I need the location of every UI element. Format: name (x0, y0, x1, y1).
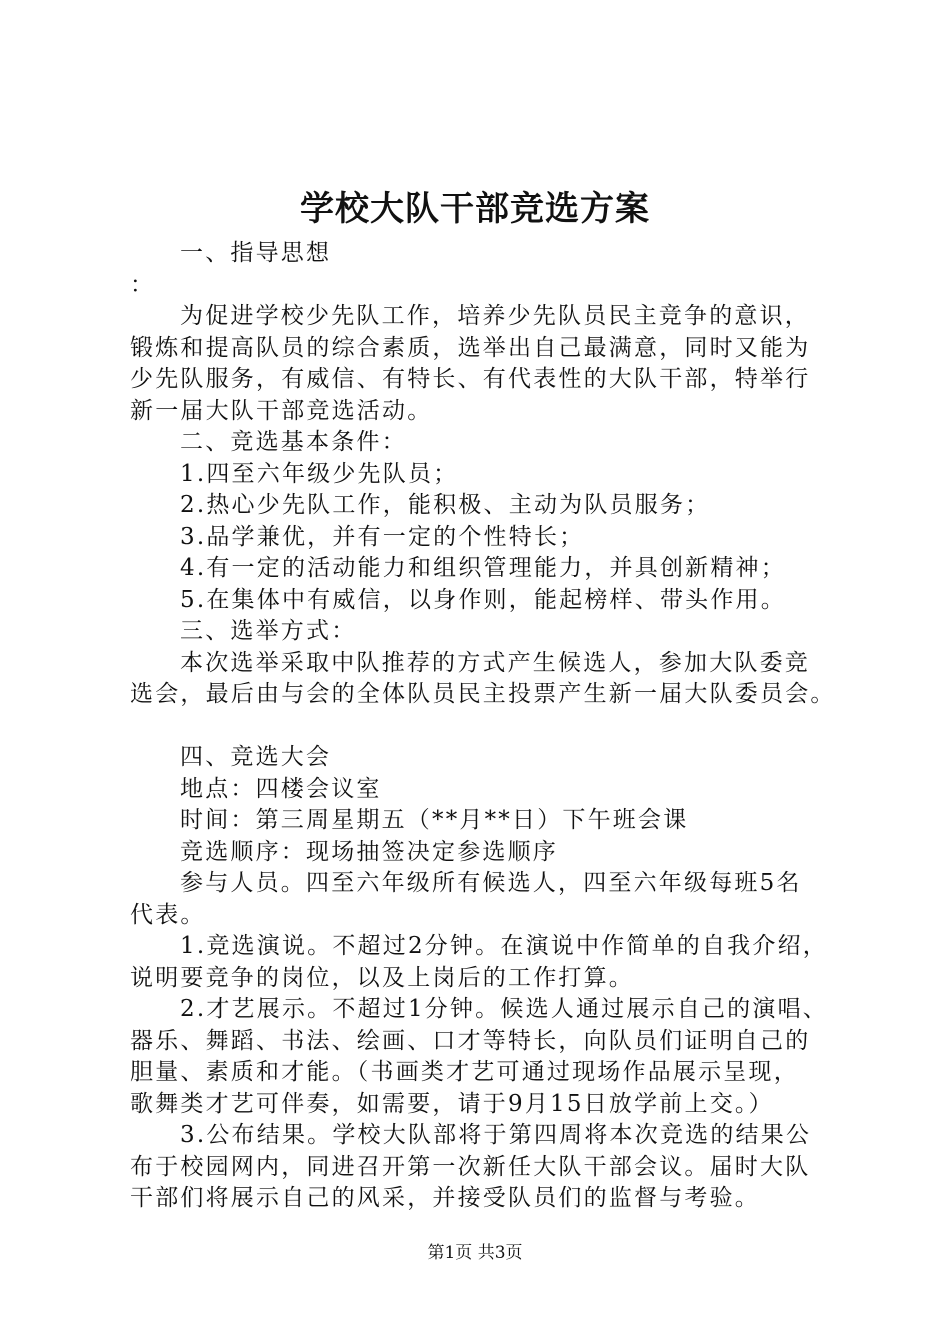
section-heading-election-method: 三、选举方式： (180, 618, 357, 644)
section-heading-basic-conditions: 二、竞选基本条件： (180, 429, 407, 455)
paragraph-line: 锻炼和提高队员的综合素质，选举出自己最满意，同时又能为 (130, 334, 811, 361)
paragraph-line: 2.才艺展示。不超过1分钟。候选人通过展示自己的演唱、 (180, 996, 828, 1022)
paragraph-line: 干部们将展示自己的风采，并接受队员们的监督与考验。 (130, 1185, 760, 1211)
paragraph-line: 参与人员。四至六年级所有候选人，四至六年级每班5名 (180, 870, 802, 896)
list-item: 2.热心少先队工作，能积极、主动为队员服务； (180, 492, 711, 518)
meeting-time: 时间：第三周星期五（**月**日）下午班会课 (180, 807, 689, 833)
page-number-footer: 第1页 共3页 (427, 1243, 523, 1263)
section-heading-election-meeting: 四、竞选大会 (180, 744, 332, 770)
paragraph-line: 为促进学校少先队工作，培养少先队员民主竞争的意识， (180, 303, 810, 329)
paragraph-line: 选会，最后由与会的全体队员民主投票产生新一届大队委员会。 (130, 681, 836, 707)
meeting-order: 竞选顺序：现场抽签决定参选顺序 (180, 838, 558, 865)
paragraph-line: 新一届大队干部竞选活动。 (130, 397, 433, 424)
paragraph-line: 1.竞选演说。不超过2分钟。在演说中作简单的自我介绍， (180, 933, 828, 959)
paragraph-line: 布于校园网内，同进召开第一次新任大队干部会议。届时大队 (130, 1153, 811, 1180)
paragraph-line: 胆量、素质和才能。（书画类才艺可通过现场作品展示呈现， (130, 1059, 799, 1085)
document-title: 学校大队干部竞选方案 (300, 189, 650, 229)
paragraph-line: 少先队服务，有威信、有特长、有代表性的大队干部，特举行 (130, 366, 811, 392)
section-heading-guiding-thought: 一、指导思想 (180, 240, 332, 266)
list-item: 3.品学兼优，并有一定的个性特长； (180, 523, 585, 550)
paragraph-line: 歌舞类才艺可伴奏，如需要，请于9月15日放学前上交。） (130, 1090, 774, 1117)
list-item: 5.在集体中有威信，以身作则，能起榜样、带头作用。 (180, 586, 786, 613)
list-item: 4.有一定的活动能力和组织管理能力，并具创新精神； (180, 555, 786, 581)
document-body (130, 238, 850, 1215)
paragraph-line: 本次选举采取中队推荐的方式产生候选人，参加大队委竞 (180, 649, 810, 676)
paragraph-line: 器乐、舞蹈、书法、绘画、口才等特长，向队员们证明自己的 (130, 1027, 811, 1054)
colon-line: ： (130, 271, 156, 298)
meeting-location: 地点：四楼会议室 (180, 775, 382, 802)
paragraph-line: 代表。 (130, 901, 206, 928)
list-item: 1.四至六年级少先队员； (180, 460, 459, 487)
paragraph-line: 3.公布结果。学校大队部将于第四周将本次竞选的结果公 (180, 1122, 812, 1148)
paragraph-line: 说明要竞争的岗位，以及上岗后的工作打算。 (130, 964, 634, 991)
blank-line (130, 711, 850, 743)
